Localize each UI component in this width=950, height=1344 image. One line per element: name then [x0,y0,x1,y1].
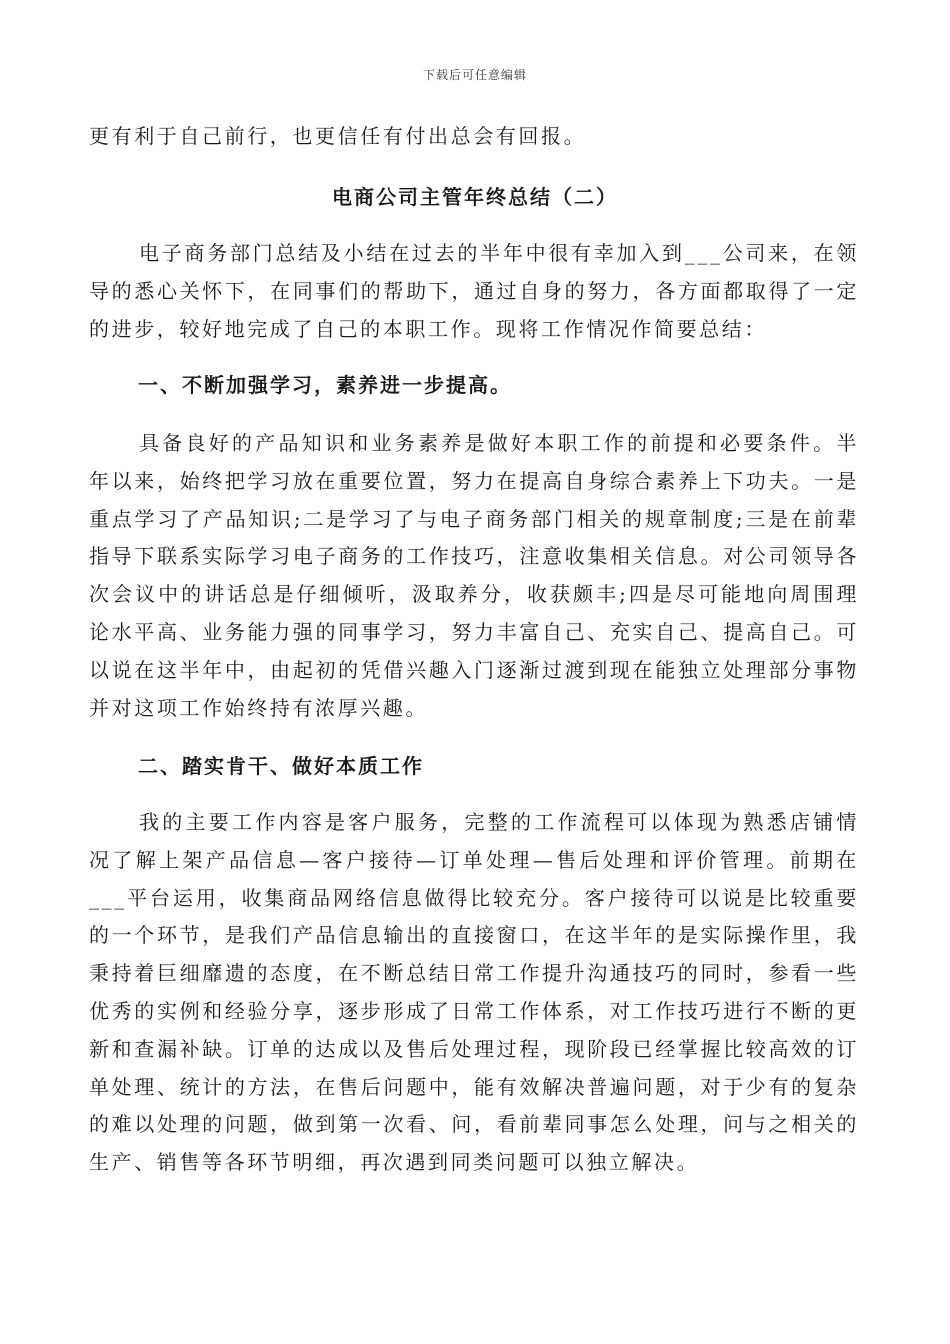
page-header-note: 下载后可任意编辑 [422,68,527,82]
section-heading-1: 一、不断加强学习，素养进一步提高。 [138,373,512,397]
document-title: 电商公司主管年终总结（二） [332,185,618,209]
continuation-paragraph: 更有利于自己前行，也更信任有付出总会有回报。 [89,124,587,148]
intro-paragraph: 电子商务部门总结及小结在过去的半年中很有幸加入到___公司来，在领导的悉心关怀下，在同事们的帮助下，通过自身的努力，各方面都取得了一定的进步，较好地完成了自己的本职工作。现将工作情况作简要总结： [89,241,859,341]
section-2-paragraph: 我的主要工作内容是客户服务，完整的工作流程可以体现为熟悉店铺情况了解上架产品信息—客户接待—订单处理—售后处理和评价管理。前期在___平台运用，收集商品网络信息做得比较充分。客户接待可以说是比较重要的一个环节，是我们产品信息输出的直接窗口，在这半年的是实际操作里，我秉持着巨细靡遗的态度，在不断总结日常工作提升沟通技巧的同时，参看一些优秀的实例和经验分享，逐步形成了日常工作体系，对工作技巧进行不断的更新和查漏补缺。订单的达成以及售后处理过程，现阶段已经掌握比较高效的订单处理、统计的方法，在售后问题中，能有效解决普遍问题，对于少有的复杂的难以处理的问题，做到第一次看、问，看前辈同事怎么处理，问与之相关的生产、销售等各环节明细，再次遇到同类问题可以独立解决。 [89,810,859,1175]
section-heading-2: 二、踏实肯干、做好本质工作 [138,754,424,778]
section-1-paragraph: 具备良好的产品知识和业务素养是做好本职工作的前提和必要条件。半年以来，始终把学习放在重要位置，努力在提高自身综合素养上下功夫。一是重点学习了产品知识;二是学习了与电子商务部门相关的规章制度;三是在前辈指导下联系实际学习电子商务的工作技巧，注意收集相关信息。对公司领导各次会议中的讲话总是仔细倾听，汲取养分，收获颇丰;四是尽可能地向周围理论水平高、业务能力强的同事学习，努力丰富自己、充实自己、提高自己。可以说在这半年中，由起初的凭借兴趣入门逐渐过渡到现在能独立处理部分事物并对这项工作始终持有浓厚兴趣。 [89,431,859,720]
